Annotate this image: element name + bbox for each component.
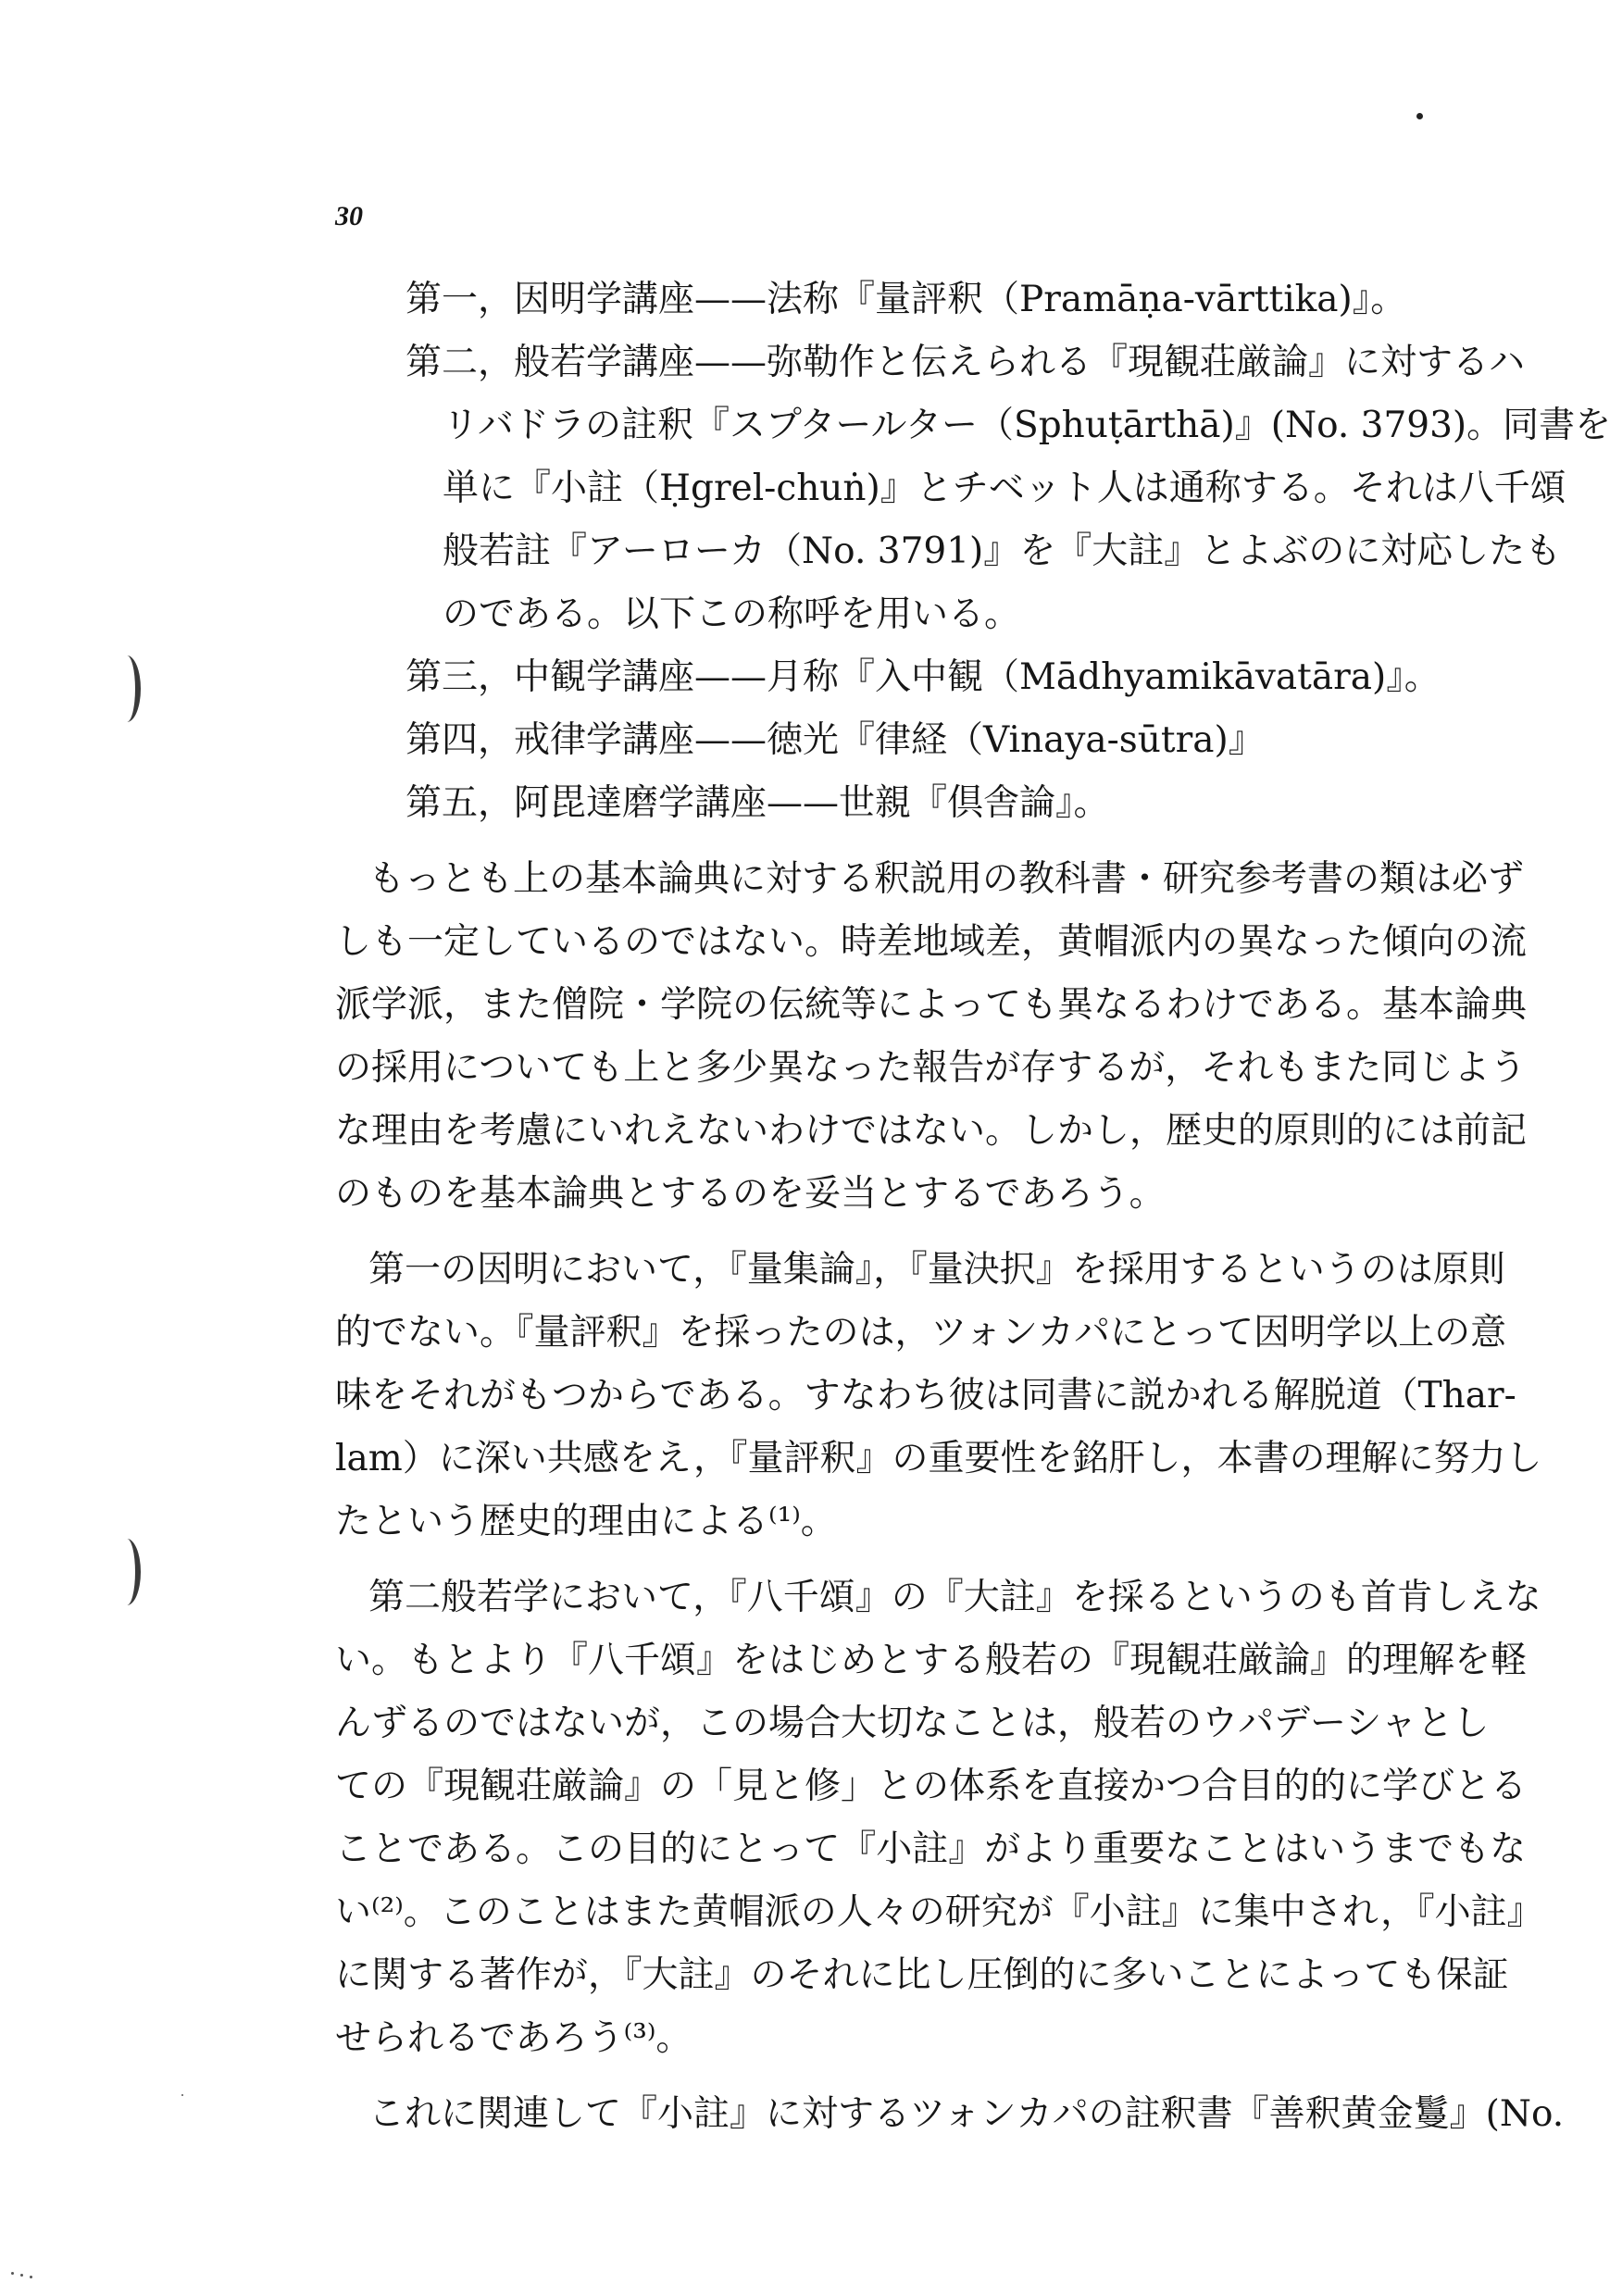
list-item-5 xyxy=(335,772,1460,835)
text-line: たという歴史的理由による⁽¹⁾。 xyxy=(335,1501,837,1542)
text-line: 第二般若学において，『八千頌』の『大註』を採るというのも首肯しえな xyxy=(368,1577,1541,1618)
text-line: 派学派，また僧院・学院の伝統等によっても異なるわけである。基本論典 xyxy=(335,984,1528,1026)
text-line: 第一，因明学講座——法称『量評釈（Pramāṇa-vārttika)』。 xyxy=(406,279,1407,320)
text-line: 的でない。『量評釈』を採ったのは，ツォンカパにとって因明学以上の意 xyxy=(335,1312,1507,1354)
binding-mark-lower xyxy=(113,1539,141,1605)
paragraph-3 xyxy=(335,1566,1543,2070)
text-line: 第二，般若学講座——弥勒作と伝えられる『現観荘厳論』に対するハ xyxy=(406,342,1526,383)
text-line: のものを基本論典とするのを妥当とするであろう。 xyxy=(335,1173,1166,1215)
text-line: 第五，阿毘達磨学講座——世親『倶舎論』。 xyxy=(406,782,1110,824)
text-line: リバドラの註釈『スプタールター（Sphuṭārthā)』(No. 3793)。同書を xyxy=(443,405,1612,446)
stray-ink-dot xyxy=(1416,113,1423,119)
text-line: ての『現観荘厳論』の「見と修」との体系を直接かつ合目的的に学びとる xyxy=(335,1766,1528,1807)
text-line: 第三，中観学講座——月称『入中観（Mādhyamikāvatāra)』。 xyxy=(406,656,1441,698)
list-item-1 xyxy=(335,268,1460,331)
text-line: 味をそれがもつからである。すなわち彼は同書に説かれる解脱道（Thar- xyxy=(335,1375,1516,1416)
scan-speck xyxy=(11,2272,14,2275)
text-line: ことである。この目的にとって『小註』がより重要なことはいうまでもな xyxy=(335,1828,1527,1870)
text-line: もっとも上の基本論典に対する釈説用の教科書・研究参考書の類は必ず xyxy=(368,858,1525,900)
text-line: これに関連して『小註』に対するツォンカパの註釈書『善釈黄金鬘』(No. xyxy=(368,2093,1565,2135)
text-line: んずるのではないが，この場合大切なことは，般若のウパデーシャとし xyxy=(335,1703,1490,1744)
scan-speck xyxy=(20,2274,23,2277)
text-line: 第四，戒律学講座——徳光『律経（Vinaya-sūtra)』 xyxy=(406,719,1265,761)
binding-mark-upper xyxy=(113,655,141,722)
list-item-4 xyxy=(335,709,1460,772)
text-line: な理由を考慮にいれえないわけではない。しかし，歴史的原則的には前記 xyxy=(335,1110,1528,1152)
text-line: の採用についても上と多少異なった報告が存するが，それもまた同じよう xyxy=(335,1047,1527,1089)
body-text xyxy=(335,268,1612,2146)
lecture-list xyxy=(335,268,1612,835)
text-line: 単に『小註（Ḥgrel-chuṅ)』とチベット人は通称する。それは八千頌 xyxy=(443,468,1566,509)
text-line: い。もとより『八千頌』をはじめとする般若の『現観荘厳論』的理解を軽 xyxy=(335,1640,1528,1681)
text-line: しも一定しているのではない。時差地域差，黄帽派内の異なった傾向の流 xyxy=(335,921,1528,963)
paragraph-4 xyxy=(335,2083,1565,2146)
text-line: 第一の因明において，『量集論』，『量決択』を採用するというのは原則 xyxy=(368,1249,1505,1291)
paragraph-1 xyxy=(335,848,1528,1226)
page-number: 30 xyxy=(335,201,363,231)
scan-speck xyxy=(30,2276,32,2278)
scan-speck xyxy=(181,2094,183,2096)
text-line: い⁽²⁾。このことはまた黄帽派の人々の研究が『小註』に集中され，『小註』 xyxy=(335,1891,1543,1933)
text-line: lam）に深い共感をえ，『量評釈』の重要性を銘肝し，本書の理解に努力し xyxy=(335,1438,1542,1479)
text-line: せられるであろう⁽³⁾。 xyxy=(335,2017,692,2059)
list-item-2 xyxy=(335,331,1612,646)
paragraph-2 xyxy=(335,1239,1542,1554)
text-line: に関する著作が，『大註』のそれに比し圧倒的に多いことによっても保証 xyxy=(335,1954,1509,1996)
list-item-3 xyxy=(335,646,1460,709)
text-line: 般若註『アーローカ（No. 3791)』を『大註』とよぶのに対応したも xyxy=(443,530,1562,572)
text-line: のである。以下この称呼を用いる。 xyxy=(443,593,1021,635)
